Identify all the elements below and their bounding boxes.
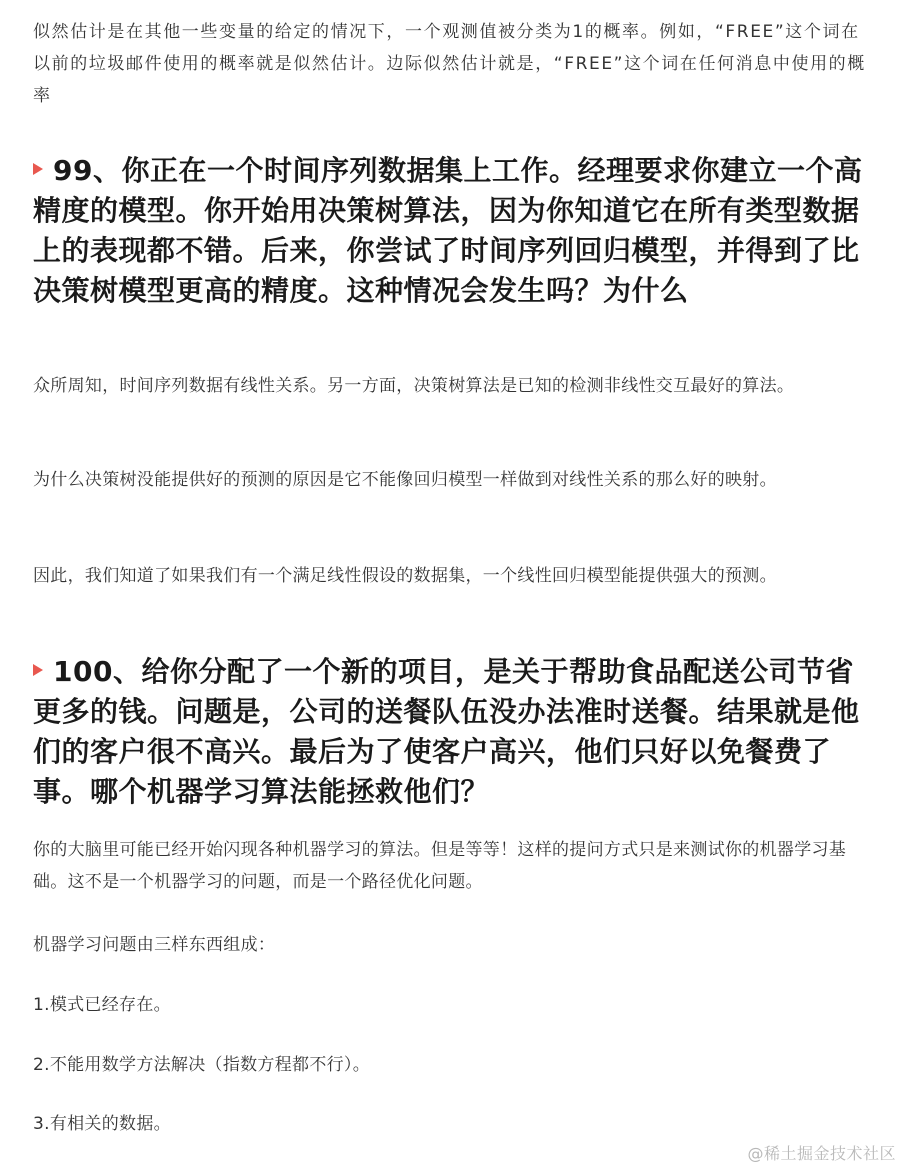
q99-paragraph-1: 众所周知，时间序列数据有线性关系。另一方面，决策树算法是已知的检测非线性交互最好的算法。 (33, 376, 795, 396)
q99-paragraph-2: 为什么决策树没能提供好的预测的原因是它不能像回归模型一样做到对线性关系的那么好的映射。 (33, 470, 777, 490)
question-100-heading-text: 100、给你分配了一个新的项目，是关于帮助食品配送公司节省更多的钱。问题是，公司的送餐队伍没办法准时送餐。结果就是他们的客户很不高兴。最后为了使客户高兴，他们只好以免餐费了事。哪个机器学习算法能拯救他们？ (33, 655, 860, 808)
q100-list-item-1: 1.模式已经存在。 (33, 995, 171, 1015)
q100-paragraph-1: 你的大脑里可能已经开始闪现各种机器学习的算法。但是等等！这样的提问方式只是来测试你的机器学习基础。这不是一个机器学习的问题，而是一个路径优化问题。 (33, 840, 847, 892)
question-100-heading (33, 652, 869, 812)
q99-paragraph-3: 因此，我们知道了如果我们有一个满足线性假设的数据集，一个线性回归模型能提供强大的预测。 (33, 566, 777, 586)
q100-paragraph-2: 机器学习问题由三样东西组成： (33, 935, 276, 955)
question-99-heading (33, 151, 869, 311)
q100-list-item-2: 2.不能用数学方法解决（指数方程都不行）。 (33, 1055, 371, 1075)
question-99-heading-text: 99、你正在一个时间序列数据集上工作。经理要求你建立一个高精度的模型。你开始用决策树算法，因为你知道它在所有类型数据上的表现都不错。后来，你尝试了时间序列回归模型，并得到了比决策树模型更高的精度。这种情况会发生吗？为什么 (33, 154, 863, 307)
red-triangle-marker-icon (33, 664, 43, 676)
site-watermark: @稀土掘金技术社区 (747, 1144, 896, 1163)
intro-paragraph: 似然估计是在其他一些变量的给定的情况下，一个观测值被分类为1的概率。例如，“FREE”这个词在以前的垃圾邮件使用的概率就是似然估计。边际似然估计就是，“FREE”这个词在任何消息中使用的概率 (33, 22, 866, 106)
q100-list-item-3: 3.有相关的数据。 (33, 1114, 171, 1134)
red-triangle-marker-icon (33, 163, 43, 175)
